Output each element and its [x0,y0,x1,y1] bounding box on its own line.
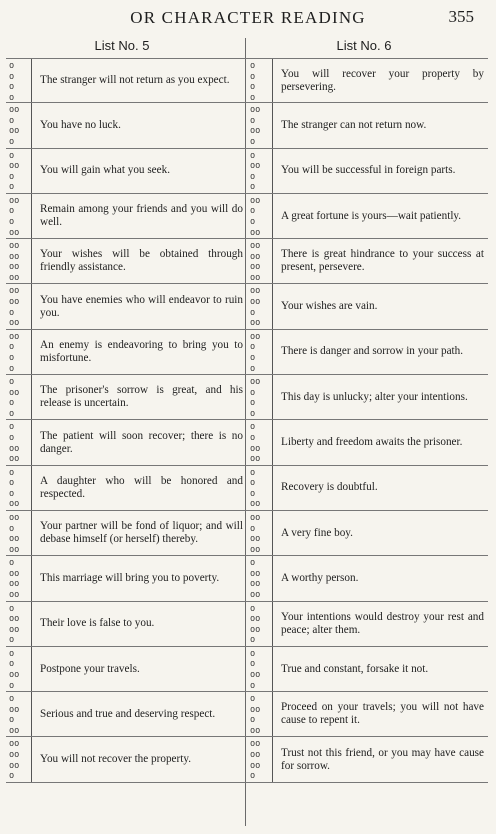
list-6-cell [247,194,488,238]
list-6-cell [247,737,488,781]
dot-mark: o [250,92,256,103]
dot-mark: o [9,217,15,228]
dot-marks [6,59,32,102]
dot-mark: oo [9,704,20,715]
dot-mark: oo [250,614,261,625]
reading-text: Liberty and freedom awaits the prisoner. [281,436,463,449]
dot-mark: o [250,137,256,148]
dot-mark: o [9,771,15,782]
reading-text: Your wishes are vain. [281,300,378,313]
dot-mark: o [9,694,15,705]
dot-mark: oo [250,272,261,283]
dot-marks [6,737,32,781]
dot-mark: o [250,558,256,569]
dot-mark: o [250,71,256,82]
reading-text-cell [273,647,488,691]
reading-text-cell [32,420,247,464]
dot-mark: oo [250,331,261,342]
dot-marks [247,420,273,464]
list-5-cell [6,149,247,193]
list-6-cell [247,375,488,419]
dot-mark: oo [9,227,20,238]
reading-text: A worthy person. [281,571,359,584]
reading-text-cell [32,737,247,781]
dot-mark: oo [9,624,20,635]
reading-text: You have no luck. [40,118,121,131]
dot-mark: o [9,82,15,93]
reading-text-cell [273,556,488,600]
dot-mark: oo [250,624,261,635]
dot-mark: o [250,398,256,409]
dot-mark: o [9,171,15,182]
list-6-cell [247,602,488,646]
dot-mark: oo [250,739,261,750]
reading-text: You will recover your property by persevering. [281,67,484,93]
dot-mark: oo [250,286,261,297]
reading-text-cell [273,466,488,510]
dot-mark: oo [250,227,261,238]
list-6-heading: List No. 6 [336,38,392,53]
table-row [6,420,488,465]
list-6-cell [247,692,488,736]
list-5-cell [6,737,247,781]
dot-mark: o [9,467,15,478]
dot-mark: o [250,680,256,691]
dot-mark: oo [9,760,20,771]
dot-marks [247,602,273,646]
dot-mark: o [9,307,15,318]
reading-text: You will be successful in foreign parts. [281,164,456,177]
table-row [6,239,488,284]
column-headings [6,36,486,56]
dot-marks [247,511,273,555]
page-number: 355 [448,7,474,26]
dot-mark: o [9,71,15,82]
dot-marks [6,556,32,600]
list-5-cell [6,194,247,238]
dot-mark: o [9,715,15,726]
dot-mark: oo [9,387,20,398]
dot-mark: oo [250,454,261,465]
page-title: OR CHARACTER READING [130,8,366,27]
table-row [6,284,488,329]
dot-marks [247,59,273,102]
dot-mark: oo [9,297,20,308]
reading-text: There is danger and sorrow in your path. [281,345,464,358]
reading-text: Their love is false to you. [40,617,155,630]
reading-text-cell [32,647,247,691]
list-5-cell [6,602,247,646]
dot-mark: oo [9,739,20,750]
dot-mark: oo [250,105,261,116]
reading-text-cell [273,194,488,238]
dot-mark: oo [9,443,20,454]
dot-mark: o [9,115,15,126]
dot-mark: o [9,432,15,443]
dot-marks [6,420,32,464]
dot-mark: o [250,771,256,782]
dot-marks [247,194,273,238]
dot-marks [6,194,32,238]
dot-mark: oo [9,105,20,116]
dot-mark: o [250,171,256,182]
dot-marks [247,103,273,147]
dot-mark: o [250,61,256,71]
list-5-cell [6,511,247,555]
reading-text-cell [32,194,247,238]
dot-marks [247,284,273,328]
dot-mark: oo [250,704,261,715]
dot-mark: oo [9,750,20,761]
list-6-cell [247,149,488,193]
dot-mark: o [250,432,256,443]
dot-mark: oo [9,670,20,681]
dot-mark: o [250,408,256,419]
reading-text-cell [32,59,247,102]
reading-text-cell [273,59,488,102]
dot-marks [6,103,32,147]
dot-mark: o [250,352,256,363]
list-5-cell [6,330,247,374]
dot-mark: oo [9,241,20,252]
dot-mark: o [250,523,256,534]
reading-text: Trust not this friend, or you may have cause for sorrow. [281,746,484,772]
dot-mark: o [9,377,15,388]
dot-mark: o [250,478,256,489]
reading-text: There is great hindrance to your success at present, persevere. [281,248,484,274]
dot-mark: oo [250,725,261,736]
dot-mark: oo [9,272,20,283]
dot-marks [247,466,273,510]
reading-text-cell [273,103,488,147]
reading-text: Remain among your friends and you will do well. [40,203,243,229]
dot-mark: oo [250,297,261,308]
dot-marks [247,692,273,736]
dot-mark: oo [9,331,20,342]
list-6-cell [247,511,488,555]
reading-text-cell [32,239,247,283]
list-6-cell [247,103,488,147]
dot-mark: oo [250,590,261,601]
table-row [6,511,488,556]
list-5-cell [6,420,247,464]
dot-marks [6,284,32,328]
reading-text-cell [32,556,247,600]
dot-mark: o [9,478,15,489]
list-6-cell [247,420,488,464]
dot-mark: o [9,398,15,409]
dot-marks [247,330,273,374]
dot-mark: oo [250,544,261,555]
dot-mark: oo [9,126,20,137]
dot-mark: o [250,603,256,614]
dot-mark: oo [250,262,261,273]
reading-text: This day is unlucky; alter your intentions. [281,390,468,403]
list-5-cell [6,647,247,691]
dot-mark: oo [250,579,261,590]
dot-mark: o [9,680,15,691]
dot-marks [247,149,273,193]
dot-marks [247,556,273,600]
list-5-cell [6,103,247,147]
table-row [6,375,488,420]
list-5-cell [6,59,247,102]
dot-mark: o [250,635,256,646]
dot-mark: oo [250,499,261,510]
dot-mark: oo [9,590,20,601]
dot-mark: o [250,115,256,126]
dot-mark: oo [9,499,20,510]
table-row [6,737,488,782]
reading-text-cell [32,149,247,193]
dot-marks [6,466,32,510]
dot-mark: oo [9,454,20,465]
reading-text-cell [273,375,488,419]
reading-text: True and constant, forsake it not. [281,662,429,675]
dot-mark: o [250,342,256,353]
dot-mark: oo [250,126,261,137]
dot-mark: oo [250,750,261,761]
dot-mark: oo [9,161,20,172]
reading-text-cell [32,466,247,510]
dot-mark: oo [250,512,261,523]
table-row [6,556,488,601]
table-row [6,103,488,148]
dot-mark: o [9,352,15,363]
list-5-cell [6,466,247,510]
list-5-heading: List No. 5 [94,38,150,53]
dot-mark: oo [250,241,261,252]
reading-text-cell [32,602,247,646]
reading-text-cell [273,330,488,374]
dot-mark: o [250,422,256,433]
dot-mark: o [9,422,15,433]
reading-text-cell [32,330,247,374]
reading-text: Recovery is doubtful. [281,481,378,494]
dot-mark: o [250,387,256,398]
list-5-cell [6,284,247,328]
dot-mark: o [9,61,15,71]
list-5-cell [6,375,247,419]
dot-marks [247,239,273,283]
dot-marks [247,375,273,419]
dot-mark: oo [9,534,20,545]
dot-mark: o [250,659,256,670]
dot-marks [6,602,32,646]
reading-text: The stranger can not return now. [281,118,427,131]
dot-mark: o [9,363,15,374]
reading-text-cell [32,511,247,555]
reading-text-cell [32,103,247,147]
dot-mark: oo [250,195,261,206]
reading-text: You have enemies who will endeavor to ruin you. [40,293,243,319]
dot-mark: oo [9,544,20,555]
reading-text: A very fine boy. [281,526,353,539]
reading-table [6,58,488,783]
list-6-cell [247,239,488,283]
dot-mark: o [9,92,15,103]
table-row [6,602,488,647]
reading-text: The prisoner's sorrow is great, and his release is uncertain. [40,384,243,410]
dot-mark: oo [9,318,20,329]
table-row [6,692,488,737]
dot-marks [247,737,273,781]
table-row [6,330,488,375]
list-6-cell [247,556,488,600]
dot-mark: oo [250,443,261,454]
dot-mark: o [250,648,256,659]
dot-mark: oo [9,579,20,590]
table-row [6,149,488,194]
reading-text: Your intentions would destroy your rest and peace; alter them. [281,610,484,636]
dot-mark: oo [250,670,261,681]
reading-text: Postpone your travels. [40,662,140,675]
reading-text: This marriage will bring you to poverty. [40,571,220,584]
dot-mark: oo [250,251,261,262]
reading-text-cell [273,149,488,193]
list-6-cell [247,647,488,691]
dot-mark: o [250,182,256,193]
dot-mark: o [9,523,15,534]
reading-text-cell [273,239,488,283]
dot-mark: o [250,150,256,161]
reading-text: A great fortune is yours—wait patiently. [281,209,462,222]
reading-text: Proceed on your travels; you will not have cause to repent it. [281,701,484,727]
reading-text-cell [273,602,488,646]
table-row [6,58,488,103]
dot-mark: oo [250,161,261,172]
dot-mark: oo [9,568,20,579]
dot-mark: o [9,488,15,499]
reading-text: Your wishes will be obtained through friendly assistance. [40,248,243,274]
reading-text: The patient will soon recover; there is no danger. [40,429,243,455]
reading-text: Serious and true and deserving respect. [40,707,216,720]
dot-mark: o [250,307,256,318]
dot-mark: oo [250,760,261,771]
reading-text-cell [273,284,488,328]
page-header [0,6,496,32]
dot-mark: oo [9,614,20,625]
dot-marks [6,511,32,555]
dot-marks [6,330,32,374]
dot-mark: o [9,206,15,217]
dot-mark: oo [9,725,20,736]
dot-mark: o [9,659,15,670]
dot-mark: oo [250,318,261,329]
dot-marks [6,239,32,283]
reading-text-cell [273,692,488,736]
dot-mark: oo [250,534,261,545]
list-6-cell [247,466,488,510]
dot-mark: o [9,342,15,353]
dot-mark: oo [9,286,20,297]
dot-mark: o [9,635,15,646]
dot-mark: o [250,82,256,93]
dot-mark: oo [9,195,20,206]
list-5-cell [6,239,247,283]
reading-text: A daughter who will be honored and respected. [40,474,243,500]
dot-mark: o [250,694,256,705]
dot-marks [6,692,32,736]
reading-text-cell [32,284,247,328]
list-6-cell [247,284,488,328]
list-5-cell [6,692,247,736]
dot-mark: o [9,150,15,161]
dot-marks [6,149,32,193]
reading-text: You will gain what you seek. [40,164,170,177]
dot-marks [247,647,273,691]
list-6-cell [247,330,488,374]
dot-mark: o [9,408,15,419]
table-row [6,466,488,511]
reading-text: The stranger will not return as you expect. [40,74,230,87]
dot-mark: oo [9,262,20,273]
dot-mark: o [9,182,15,193]
dot-mark: o [9,603,15,614]
list-6-cell [247,59,488,102]
dot-mark: o [250,206,256,217]
table-row [6,194,488,239]
reading-text-cell [32,375,247,419]
dot-mark: o [250,715,256,726]
reading-text-cell [273,737,488,781]
dot-mark: o [250,217,256,228]
dot-mark: oo [250,568,261,579]
dot-marks [6,375,32,419]
dot-mark: o [250,363,256,374]
dot-mark: o [250,488,256,499]
dot-mark: o [9,558,15,569]
reading-text-cell [273,420,488,464]
reading-text-cell [273,511,488,555]
dot-mark: o [250,467,256,478]
dot-marks [6,647,32,691]
table-row [6,647,488,692]
list-5-cell [6,556,247,600]
dot-mark: oo [9,512,20,523]
dot-mark: oo [9,251,20,262]
reading-text: An enemy is endeavoring to bring you to misfortune. [40,338,243,364]
reading-text: You will not recover the property. [40,753,192,766]
dot-mark: o [9,137,15,148]
dot-mark: oo [250,377,261,388]
reading-text: Your partner will be fond of liquor; and will debase himself (or herself) thereby. [40,520,243,546]
reading-text-cell [32,692,247,736]
dot-mark: o [9,648,15,659]
